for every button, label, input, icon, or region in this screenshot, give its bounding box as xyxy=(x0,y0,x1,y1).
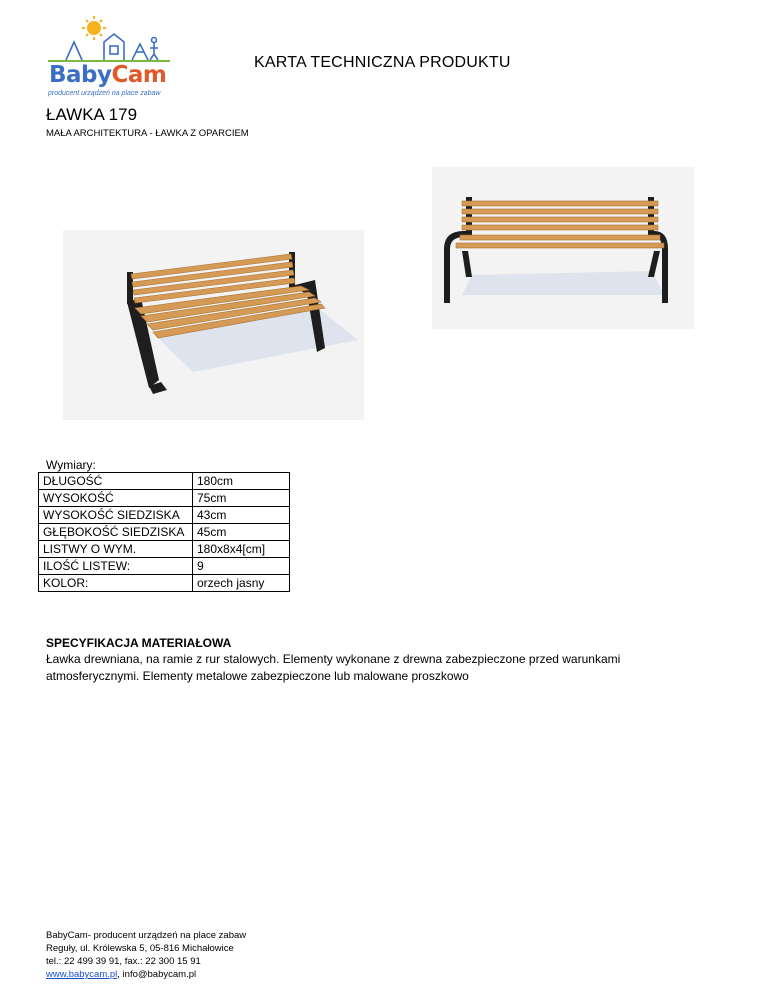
dimension-key: LISTWY O WYM. xyxy=(39,541,193,558)
table-row xyxy=(39,490,290,507)
bench-front-illustration xyxy=(432,167,694,329)
dimension-value: 180cm xyxy=(193,473,290,490)
dimensions-label: Wymiary: xyxy=(46,458,96,472)
spec-title: SPECYFIKACJA MATERIAŁOWA xyxy=(46,636,232,650)
spec-body: Ławka drewniana, na ramie z rur stalowych. Elementy wykonane z drewna zabezpieczone przed warunkami atmosferycznymi. Elementy metalowe zabezpieczone lub malowane proszkowo xyxy=(46,652,621,683)
dimension-key: KOLOR: xyxy=(39,575,193,592)
logo-tagline: producent urządzeń na place zabaw xyxy=(48,90,161,97)
footer xyxy=(46,929,246,981)
dimension-value: orzech jasny xyxy=(193,575,290,592)
bench-perspective-illustration xyxy=(63,230,364,420)
product-name: ŁAWKA 179 xyxy=(46,105,138,124)
dimension-value: 43cm xyxy=(193,507,290,524)
bench-image-front xyxy=(432,167,694,329)
dimension-key: ILOŚĆ LISTEW: xyxy=(39,558,193,575)
footer-company: BabyCam- producent urządzeń na place zabaw xyxy=(46,930,247,941)
footer-email: , info@babycam.pl xyxy=(117,969,197,980)
footer-contact xyxy=(46,968,246,981)
footer-phone: tel.: 22 499 39 91, fax.: 22 300 15 91 xyxy=(46,956,201,967)
logo-wordmark: BabyCam xyxy=(49,62,167,88)
dimension-key: WYSOKOŚĆ xyxy=(39,490,193,507)
dimension-key: GŁĘBOKOŚĆ SIEDZISKA xyxy=(39,524,193,541)
table-row xyxy=(39,507,290,524)
dimension-value: 180x8x4[cm] xyxy=(193,541,290,558)
website-link[interactable]: www.babycam.pl xyxy=(46,969,118,980)
table-row xyxy=(39,541,290,558)
table-row xyxy=(39,558,290,575)
dimension-key: WYSOKOŚĆ SIEDZISKA xyxy=(39,507,193,524)
dimension-value: 75cm xyxy=(193,490,290,507)
product-subtitle: MAŁA ARCHITEKTURA - ŁAWKA Z OPARCIEM xyxy=(46,128,249,139)
dimension-key: DŁUGOŚĆ xyxy=(39,473,193,490)
dimension-value: 9 xyxy=(193,558,290,575)
babycam-logo xyxy=(44,14,174,100)
footer-address: Reguły, ul. Królewska 5, 05-816 Michałowice xyxy=(46,943,234,954)
dimension-value: 45cm xyxy=(193,524,290,541)
dimensions-table xyxy=(38,472,290,592)
table-row xyxy=(39,524,290,541)
table-row xyxy=(39,473,290,490)
document-title: KARTA TECHNICZNA PRODUKTU xyxy=(254,54,511,71)
table-row xyxy=(39,575,290,592)
bench-image-perspective xyxy=(63,230,364,420)
playground-sun-icon xyxy=(44,14,174,64)
